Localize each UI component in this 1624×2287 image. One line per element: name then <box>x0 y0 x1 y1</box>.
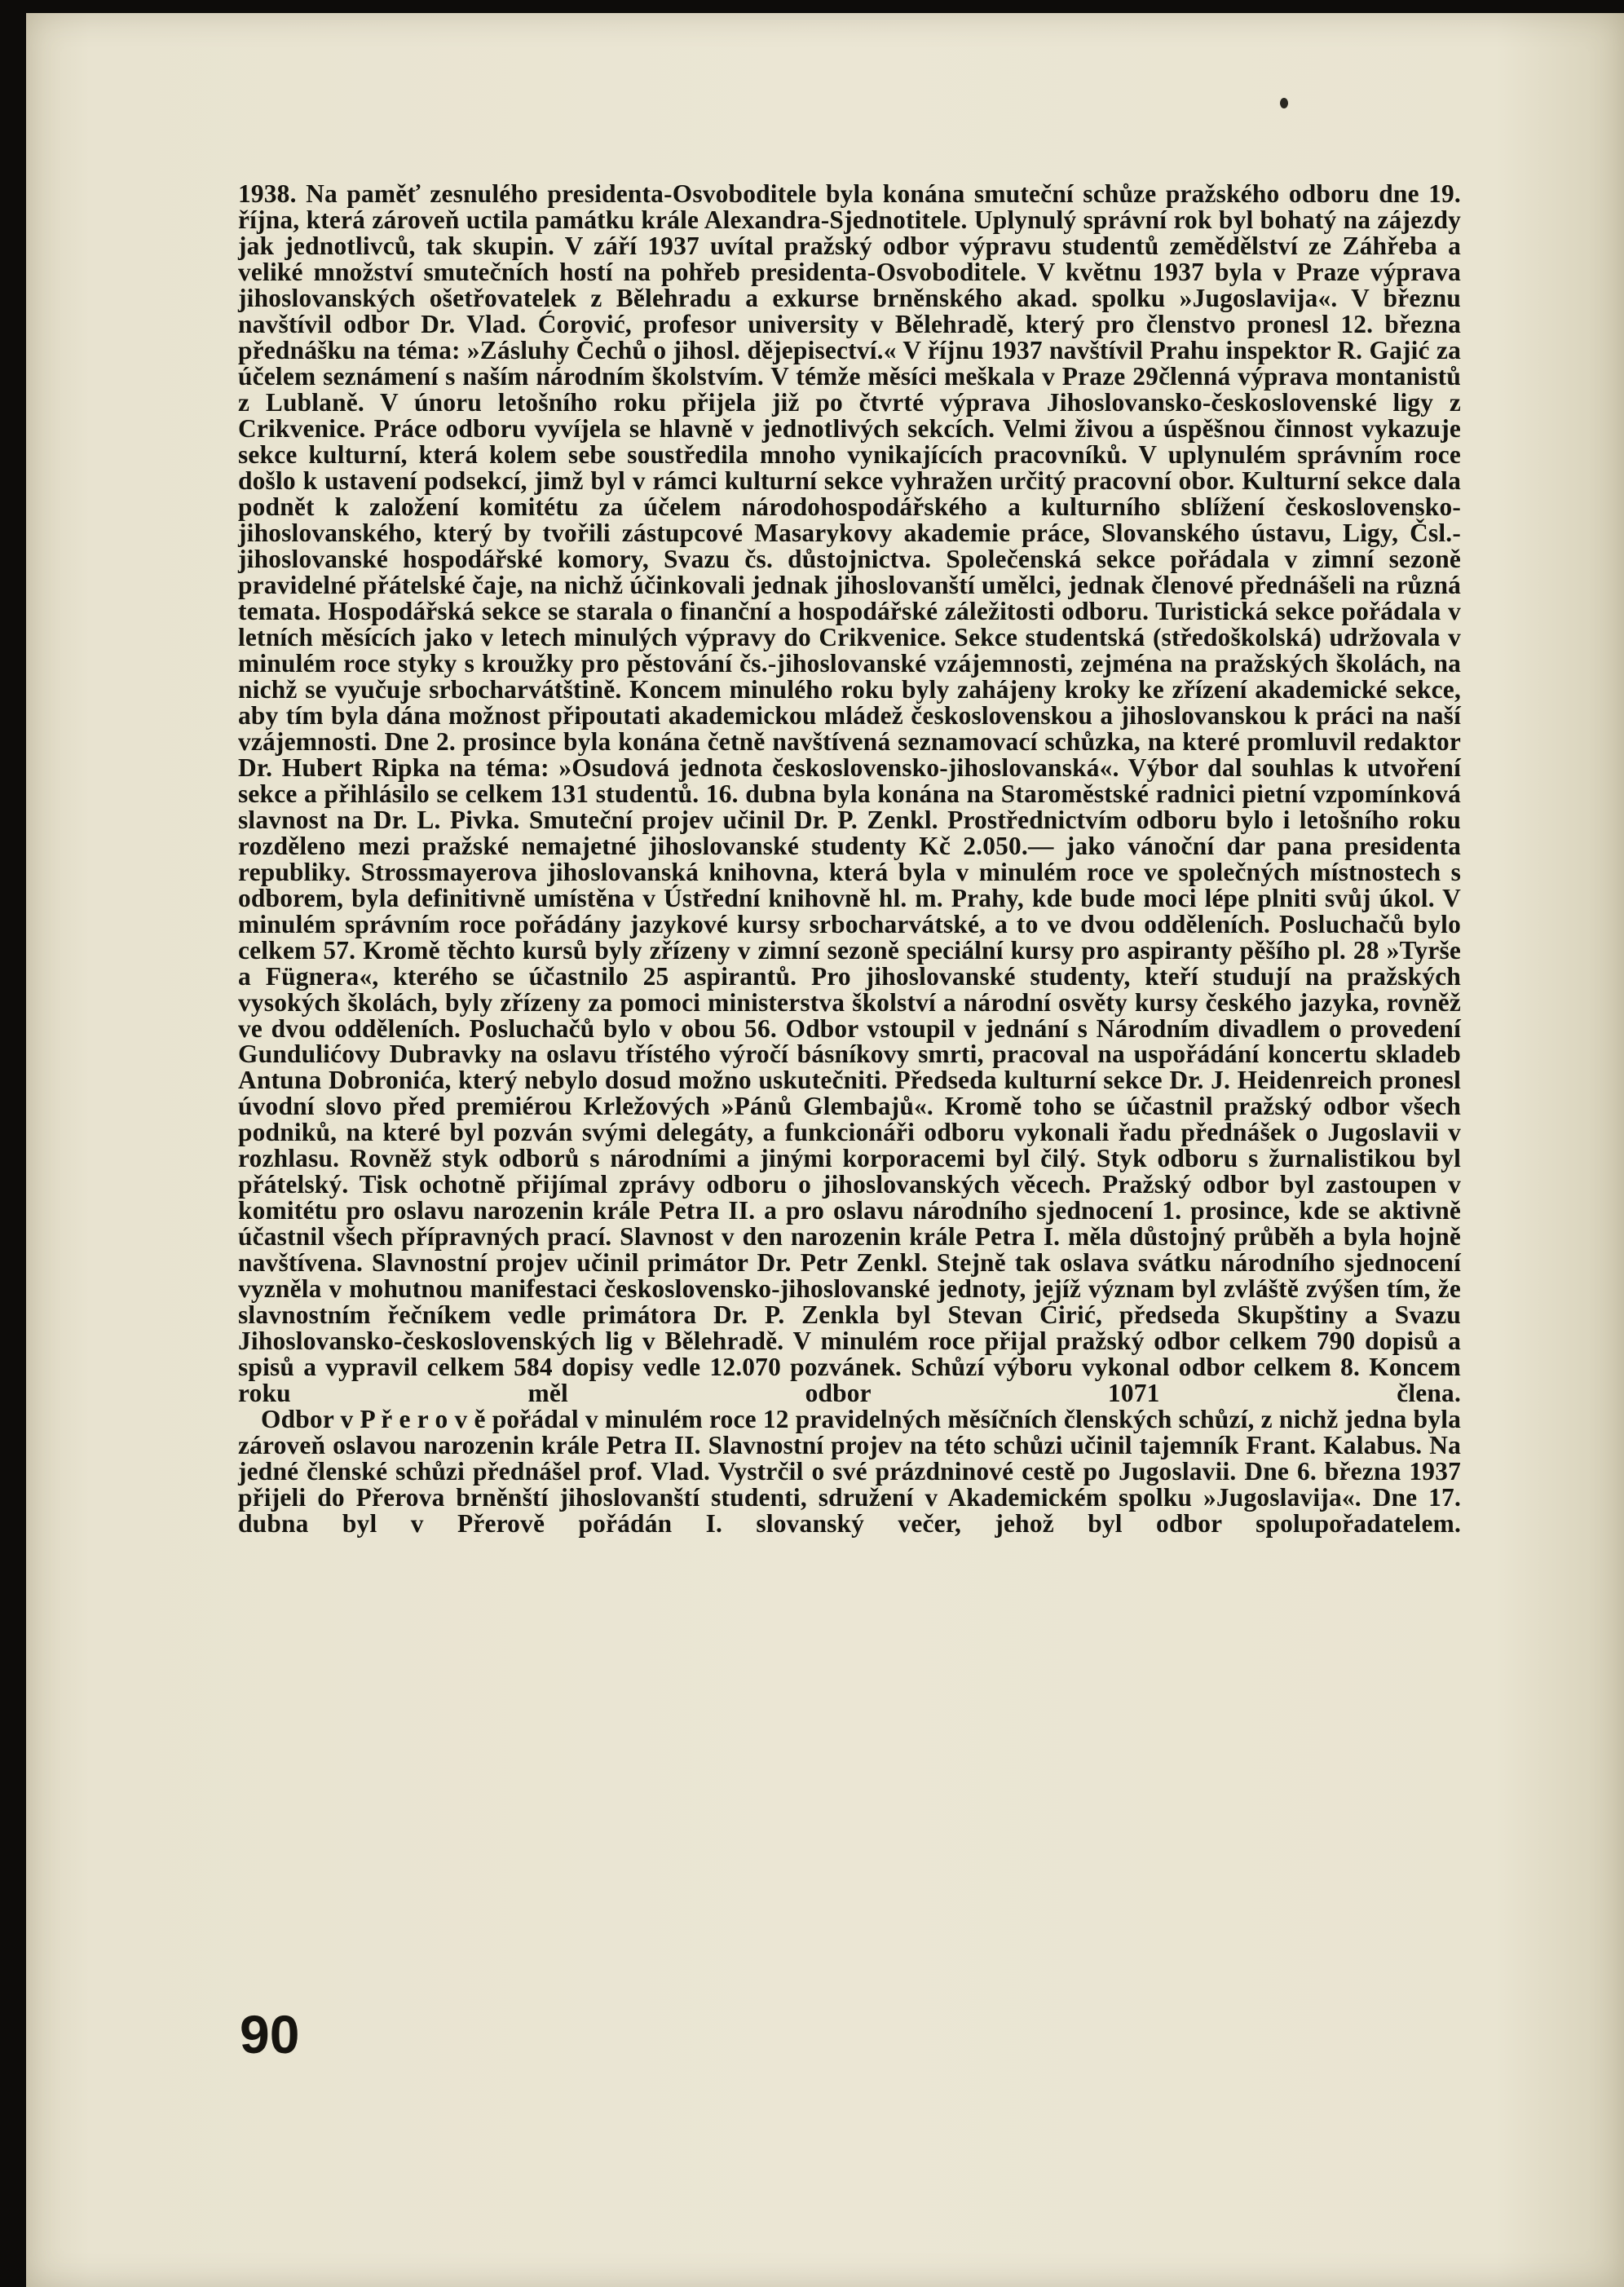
paragraph-prefix: Odbor v <box>261 1405 360 1434</box>
body-text <box>238 181 1461 1537</box>
place-name-spaced: P ř e r o v ě <box>360 1405 486 1434</box>
paragraph-prerov <box>238 1406 1461 1537</box>
page-number: 90 <box>240 2004 300 2064</box>
scanned-page <box>26 13 1624 2287</box>
paragraph: 1938. Na paměť zesnulého presidenta-Osvoboditele byla konána smuteční schůze pražského odboru dne 19. října, která zároveň uctila památku krále Alexandra-Sjednotitele. Uplynulý správní rok byl bohatý na zájezdy jak jednotlivců, tak skupin. V září 1937 uvítal pražský odbor výpravu studentů zemědělství ze Záhřeba a veliké množství smutečních hostí na pohřeb presidenta-Osvoboditele. V květnu 1937 byla v Praze výprava jihoslovanských ošetřovatelek z Bělehradu a exkurse brněnského akad. spolku »Jugoslavija«. V březnu navštívil odbor Dr. Vlad. Ćorović, profesor university v Bělehradě, který pro členstvo pronesl 12. března přednášku na téma: »Zásluhy Čechů o jihosl. dějepisectví.« V říjnu 1937 navštívil Prahu inspektor R. Gajić za účelem seznámení s naším národním školstvím. V témže měsíci meškala v Praze 29členná výprava montanistů z Lublaně. V únoru letošního roku přijela již po čtvrté výprava Jihoslovansko-československé ligy z Crikvenice. Práce odboru vyvíjela se hlavně v jednotlivých sekcích. Velmi živou a úspěšnou činnost vykazuje sekce kulturní, která kolem sebe soustředila mnoho vynikajících pracovníků. V uplynulém správním roce došlo k ustavení podsekcí, jimž byl v rámci kulturní sekce vyhražen určitý pracovní obor. Kulturní sekce dala podnět k založení komitétu za účelem národohospodářského a kulturního sblížení československo-jihoslovanského, který by tvořili zástupcové Masarykovy akademie práce, Slovanského ústavu, Ligy, Čsl.-jihoslovanské hospodářské komory, Svazu čs. důstojnictva. Společenská sekce pořádala v zimní sezoně pravidelné přátelské čaje, na nichž účinkovali jednak jihoslovanští umělci, jednak členové přednášeli na různá temata. Hospodářská sekce se starala o finanční a hospodářské záležitosti odboru. Turistická sekce pořádala v letních měsících jako v letech minulých výpravy do Crikvenice. Sekce studentská (středoškolská) udržovala v minulém roce styky s kroužky pro pěstování čs.-jihoslovanské vzájemnosti, zejména na pražských školách, na nichž se vyučuje srbocharvátštině. Koncem minulého roku byly zahájeny kroky ke zřízení akademické sekce, aby tím byla dána možnost připoutati akademickou mládež československou a jihoslovanskou k práci na naší vzájemnosti. Dne 2. prosince byla konána četně navštívená seznamovací schůzka, na které promluvil redaktor Dr. Hubert Ripka na téma: »Osudová jednota československo-jihoslovanská«. Výbor dal souhlas k utvoření sekce a přihlásilo se celkem 131 studentů. 16. dubna byla konána na Staroměstské radnici pietní vzpomínková slavnost na Dr. L. Pivka. Smuteční projev učinil Dr. P. Zenkl. Prostřednictvím odboru bylo i letošního roku rozděleno mezi pražské nemajetné jihoslovanské studenty Kč 2.050.— jako vánoční dar pana presidenta republiky. Strossmayerova jihoslovanská knihovna, která byla v minulém roce ve společných místnostech s odborem, byla definitivně umístěna v Ústřední knihovně hl. m. Prahy, kde bude moci lépe plniti svůj úkol. V minulém správním roce pořádány jazykové kursy srbocharvátské, a to ve dvou odděleních. Posluchačů bylo celkem 57. Kromě těchto kursů byly zřízeny v zimní sezoně speciální kursy pro aspiranty pěšího pl. 28 »Tyrše a Fügnera«, kterého se účastnilo 25 aspirantů. Pro jihoslovanské studenty, kteří studují na pražských vysokých školách, byly zřízeny za pomoci ministerstva školství a národní osvěty kursy českého jazyka, rovněž ve dvou odděleních. Posluchačů bylo v obou 56. Odbor vstoupil v jednání s Národním divadlem o provedení Gundulićovy Dubravky na oslavu třístého výročí básníkovy smrti, pracoval na uspořádání koncertu skladeb Antuna Dobronića, který nebylo dosud možno uskutečniti. Předseda kulturní sekce Dr. J. Heidenreich pronesl úvodní slovo před premiérou Krležových »Pánů Glembajů«. Kromě toho se účastnil pražský odbor všech podniků, na které byl pozván svými delegáty, a funkcionáři odboru vykonali řadu přednášek o Jugoslavii v rozhlasu. Rovněž styk odborů s národními a jinými korporacemi byl čilý. Styk odboru s žurnalistikou byl přátelský. Tisk ochotně přijímal zprávy odboru o jihoslovanských věcech. Pražský odbor byl zastoupen v komitétu pro oslavu narozenin krále Petra II. a pro oslavu národního sjednocení 1. prosince, kde se aktivně účastnil všech přípravných prací. Slavnost v den narozenin krále Petra I. měla důstojný průběh a byla hojně navštívena. Slavnostní projev učinil primátor Dr. Petr Zenkl. Stejně tak oslava svátku národního sjednocení vyzněla v mohutnou manifestaci československo-jihoslovanské jednoty, jejíž význam byl zvláště zvýšen tím, že slavnostním řečníkem vedle primátora Dr. P. Zenkla byl Stevan Ćirić, předseda Skupštiny a Svazu Jihoslovansko-československých lig v Bělehradě. V minulém roce přijal pražský odbor celkem 790 dopisů a spisů a vypravil celkem 584 dopisy vedle 12.070 pozvánek. Schůzí výboru vykonal odbor celkem 8. Koncem roku měl odbor 1071 člena. <box>238 179 1461 1408</box>
ink-speck <box>1280 98 1288 108</box>
paragraph-rest: pořádal v minulém roce 12 pravidelných měsíčních členských schůzí, z nichž jedna byla zároveň oslavou narozenin krále Petra II. Slavnostní projev na této schůzi učinil tajemník Frant. Kalabus. Na jedné členské schůzi přednášel prof. Vlad. Vystrčil o své prázdninové cestě po Jugoslavii. Dne 6. března 1937 přijeli do Přerova brněnští jihoslovanští studenti, sdružení v Akademickém spolku »Jugoslavija«. Dne 17. dubna byl v Přerově pořádán I. slovanský večer, jehož byl odbor spolupořadatelem. <box>238 1405 1462 1539</box>
